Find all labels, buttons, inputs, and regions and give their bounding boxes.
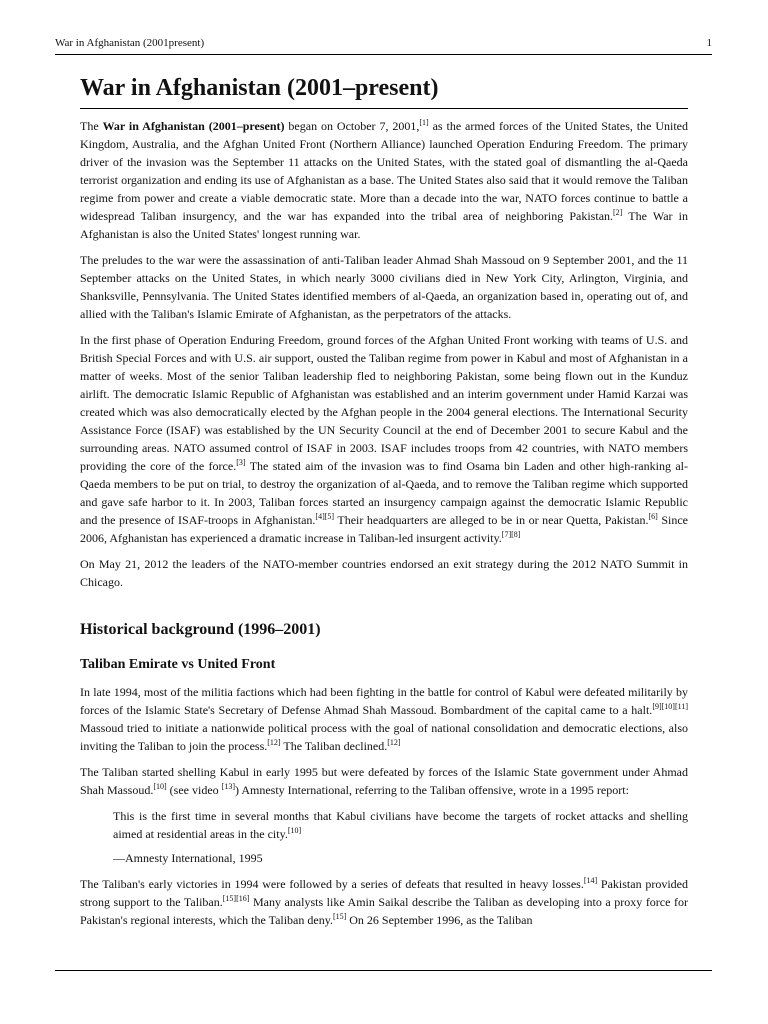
page-number: 1 <box>706 37 712 49</box>
citation-ref[interactable]: [10] <box>287 826 302 835</box>
running-header-title: War in Afghanistan (2001present) <box>55 37 205 49</box>
quote-attribution: —Amnesty International, 1995 <box>113 851 263 865</box>
citation-ref[interactable]: [1] <box>419 118 429 127</box>
article-body <box>80 72 688 929</box>
intro-paragraph-1: The War in Afghanistan (2001–present) began on October 7, 2001,[1] as the armed forces of the United States, the United Kingdom, Australia, and the Afghan United Front (Northern Alliance) launched Operation Enduring Freedom. The primary driver of the invasion was the September 11 attacks on the United States, with the stated goal of dismantling the al-Qaeda terrorist organization and ending its use of Afghanistan as a base. The United States also said that it would remove the Taliban regime from power and create a viable democratic state. More than a decade into the war, NATO forces continue to battle a widespread Taliban insurgency, and the war has expanded into the tribal area of neighboring Pakistan.[2] The War in Afghanistan is also the United States' longest running war. <box>80 118 688 241</box>
intro-paragraph-4: On May 21, 2012 the leaders of the NATO-member countries endorsed an exit strategy during the 2012 NATO Summit in Chicago. <box>80 557 688 589</box>
section-heading: Historical background (1996–2001) <box>80 621 321 638</box>
citation-ref[interactable]: [14] <box>583 876 598 885</box>
section-paragraph-3: The Taliban's early victories in 1994 were followed by a series of defeats that resulted in heavy losses.[14] Pakistan provided strong support to the Taliban.[15][16] Many analysts like Amin Saikal describe the Taliban as developing into a proxy force for Pakistan's regional interests, which the Taliban deny.[15] On 26 September 1996, as the Taliban <box>80 876 688 927</box>
bold-term: War in Afghanistan (2001–present) <box>102 119 285 133</box>
intro-paragraph-2: The preludes to the war were the assassination of anti-Taliban leader Ahmad Shah Massoud on 9 September 2001, and the 11 September attacks on the United States, in which nearly 3000 civilians died in New York City, Arlington, Virginia, and Shanksville, Pennsylvania. The United States identified members of al-Qaeda, an organization based in, operating out of, and allied with the Taliban's Islamic Emirate of Afghanistan, as the perpetrators of the attacks. <box>80 253 688 321</box>
citation-ref[interactable]: [4][5] <box>315 512 335 521</box>
citation-ref[interactable]: [3] <box>236 458 246 467</box>
citation-ref[interactable]: [6] <box>648 512 658 521</box>
citation-ref[interactable]: [15][16] <box>222 894 250 903</box>
running-header <box>55 36 712 55</box>
section-paragraph-2: The Taliban started shelling Kabul in early 1995 but were defeated by forces of the Islamic State government under Ahmad Shah Massoud.[10] (see video [13]) Amnesty International, referring to the Taliban offensive, wrote in a 1995 report: <box>80 765 688 797</box>
citation-ref[interactable]: [10] <box>153 782 167 791</box>
article-title: War in Afghanistan (2001–present) <box>80 72 688 109</box>
citation-ref[interactable]: [15] <box>332 912 347 921</box>
citation-ref[interactable]: [12] <box>387 738 401 747</box>
block-quote <box>113 807 688 867</box>
section-paragraph-1: In late 1994, most of the militia factions which had been fighting in the battle for control of Kabul were defeated militarily by forces of the Islamic State's Secretary of Defense Ahmad Shah Massoud. Bombardment of the capital came to a halt.[9][10][11] Massoud tried to initiate a nationwide political process with the goal of national consolidation and democratic elections, also inviting the Taliban to join the process.[12] The Taliban declined.[12] <box>80 685 688 753</box>
citation-ref[interactable]: [12] <box>267 738 281 747</box>
citation-ref[interactable]: [13] <box>221 782 235 791</box>
quote-text: This is the first time in several months that Kabul civilians have become the targets of rocket attacks and shelling aimed at residential areas in the city.[10] <box>113 809 688 841</box>
subsection-heading: Taliban Emirate vs United Front <box>80 657 276 672</box>
citation-ref[interactable]: [2] <box>613 208 623 217</box>
citation-ref[interactable]: [7][8] <box>501 530 521 539</box>
intro-paragraph-3: In the first phase of Operation Enduring Freedom, ground forces of the Afghan United Front working with teams of U.S. and British Special Forces and with U.S. air support, ousted the Taliban regime from power in Kabul and most of Afghanistan in a matter of weeks. Most of the senior Taliban leadership fled to neighboring Pakistan, some being flown out in the Kunduz airlift. The democratic Islamic Republic of Afghanistan was established and an interim government under Hamid Karzai was created which was also democratically elected by the Afghan people in the 2004 general elections. The International Security Assistance Force (ISAF) was established by the UN Security Council at the end of December 2001 to secure Kabul and the surrounding areas. NATO assumed control of ISAF in 2003. ISAF includes troops from 42 countries, with NATO members providing the core of the force.[3] The stated aim of the invasion was to find Osama bin Laden and other high-ranking al-Qaeda members to be put on trial, to destroy the organization of al-Qaeda, and to remove the Taliban regime which supported and gave safe harbor to it. In 2003, Taliban forces started an insurgency campaign against the democratic Islamic Republic and the presence of ISAF-troops in Afghanistan.[4][5] Their headquarters are alleged to be in or near Quetta, Pakistan.[6] Since 2006, Afghanistan has experienced a dramatic increase in Taliban-led insurgent activity.[7][8] <box>80 333 688 545</box>
citation-ref[interactable]: [9][10][11] <box>652 702 688 711</box>
footer-rule <box>55 970 712 971</box>
